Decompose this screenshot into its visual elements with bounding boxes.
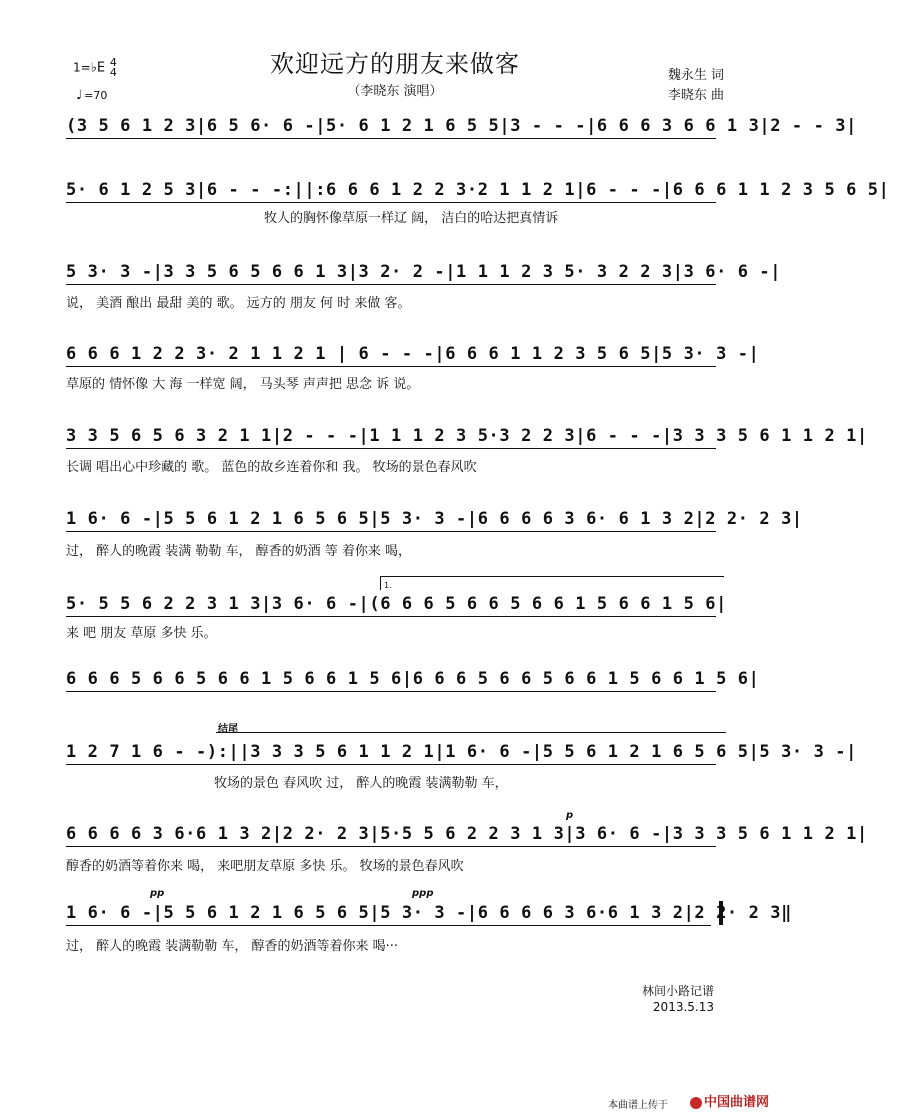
composer-credit: 李晓东 曲 <box>667 88 724 103</box>
notation-line-6: 1 6· 6 -|5 5 6 1 2 1 6 5 6 5|5 3· 3 -|6 6 6 6 3 6· 6 1 3 2|2 2· 2 3| <box>66 509 803 529</box>
beam-line <box>66 616 716 617</box>
notation-line-7: 5· 5 5 6 2 2 3 1 3|3 6· 6 -|(6 6 6 5 6 6 5 6 6 1 5 6 6 1 5 6| <box>66 594 727 614</box>
beam-line <box>66 531 716 532</box>
beam-line <box>66 202 716 203</box>
notation-line-10: 6 6 6 6 3 6·6 1 3 2|2 2· 2 3|5·5 5 6 2 2 3 1 3|3 6· 6 -|3 3 3 5 6 1 1 2 1| <box>66 824 868 844</box>
first-ending-label: 1. <box>384 581 392 590</box>
beam-line <box>66 691 716 692</box>
beam-line <box>66 138 716 139</box>
notation-line-9: 1 2 7 1 6 - -):||3 3 3 5 6 1 1 2 1|1 6· 6 -|5 5 6 1 2 1 6 5 6 5|5 3· 3 -| <box>66 742 857 762</box>
lyric-line-5: 长调 唱出心中珍藏的 歌。 蓝色的故乡连着你和 我。 牧场的景色春风吹 <box>66 460 477 475</box>
dynamic-pp: pp <box>150 888 165 899</box>
lyric-line-6: 过， 醉人的晚霞 装满 勒勒 车， 醇香的奶酒 等 着你来 喝， <box>66 544 412 559</box>
notation-line-1: (3 5 6 1 2 3|6 5 6· 6 -|5· 6 1 2 1 6 5 5|3 - - -|6 6 6 3 6 6 1 3|2 - - 3| <box>66 116 857 136</box>
key-signature: 1=♭E 4 4 <box>73 56 117 79</box>
coda-label: 结尾 <box>218 724 238 735</box>
first-ending-bracket <box>380 576 724 577</box>
beam-line <box>66 284 716 285</box>
dynamic-p: p <box>566 810 574 821</box>
first-ending-tick <box>380 576 381 590</box>
beam-line <box>66 366 716 367</box>
lyric-line-11: 过， 醉人的晚霞 装满勒勒 车， 醇香的奶酒等着你来 喝··· <box>66 939 399 954</box>
final-barline <box>719 901 723 925</box>
dynamic-ppp: ppp <box>412 888 434 899</box>
lyric-line-3: 说， 美酒 酿出 最甜 美的 歌。 远方的 朋友 何 时 来做 客。 <box>66 296 411 311</box>
lyric-line-2: 牧人的胸怀像草原一样辽 阔， 洁白的哈达把真情诉 <box>264 211 559 226</box>
upload-note: 本曲谱上传于 <box>608 1100 668 1111</box>
beam-line <box>66 846 716 847</box>
beam-line <box>66 448 716 449</box>
lyric-line-7: 来 吧 朋友 草原 多快 乐。 <box>66 626 217 641</box>
transcriber-credit: 林间小路记谱 <box>641 984 714 998</box>
performer-subtitle: （李晓东 演唱） <box>347 84 443 99</box>
site-logo-icon <box>690 1097 702 1109</box>
notation-line-4: 6 6 6 1 2 2 3· 2 1 1 2 1 | 6 - - -|6 6 6 1 1 2 3 5 6 5|5 3· 3 -| <box>66 344 760 364</box>
song-title: 欢迎远方的朋友来做客 <box>270 50 520 78</box>
notation-line-2: 5· 6 1 2 5 3|6 - - -:||:6 6 6 1 2 2 3·2 1 1 2 1|6 - - -|6 6 6 1 1 2 3 5 6 5| <box>66 180 890 200</box>
transcription-date: 2013.5.13 <box>652 1000 714 1014</box>
notation-line-8: 6 6 6 5 6 6 5 6 6 1 5 6 6 1 5 6|6 6 6 5 6 6 5 6 6 1 5 6 6 1 5 6| <box>66 669 760 689</box>
lyric-line-9: 牧场的景色 春风吹 过， 醉人的晚霞 装满勒勒 车， <box>214 776 508 791</box>
time-signature: 4 4 <box>109 56 117 79</box>
beam-line <box>66 764 716 765</box>
tempo-marking: ♩ =70 <box>76 88 108 103</box>
coda-bracket <box>216 732 726 733</box>
notation-line-3: 5 3· 3 -|3 3 5 6 5 6 6 1 3|3 2· 2 -|1 1 1 2 3 5· 3 2 2 3|3 6· 6 -| <box>66 262 782 282</box>
notation-line-11: 1 6· 6 -|5 5 6 1 2 1 6 5 6 5|5 3· 3 -|6 6 6 6 3 6·6 1 3 2|2 2· 2 3‖ <box>66 903 792 923</box>
notation-line-5: 3 3 5 6 5 6 3 2 1 1|2 - - -|1 1 1 2 3 5·3 2 2 3|6 - - -|3 3 3 5 6 1 1 2 1| <box>66 426 868 446</box>
site-logo[interactable]: 中国曲谱网 <box>690 1091 769 1110</box>
lyric-line-10: 醇香的奶酒等着你来 喝， 来吧朋友草原 多快 乐。 牧场的景色春风吹 <box>66 859 464 874</box>
lyric-line-4: 草原的 情怀像 大 海 一样宽 阔， 马头琴 声声把 思念 诉 说。 <box>66 377 420 392</box>
quarter-note-icon: ♩ <box>76 88 83 103</box>
lyricist-credit: 魏永生 词 <box>667 68 724 83</box>
beam-line <box>66 925 711 926</box>
